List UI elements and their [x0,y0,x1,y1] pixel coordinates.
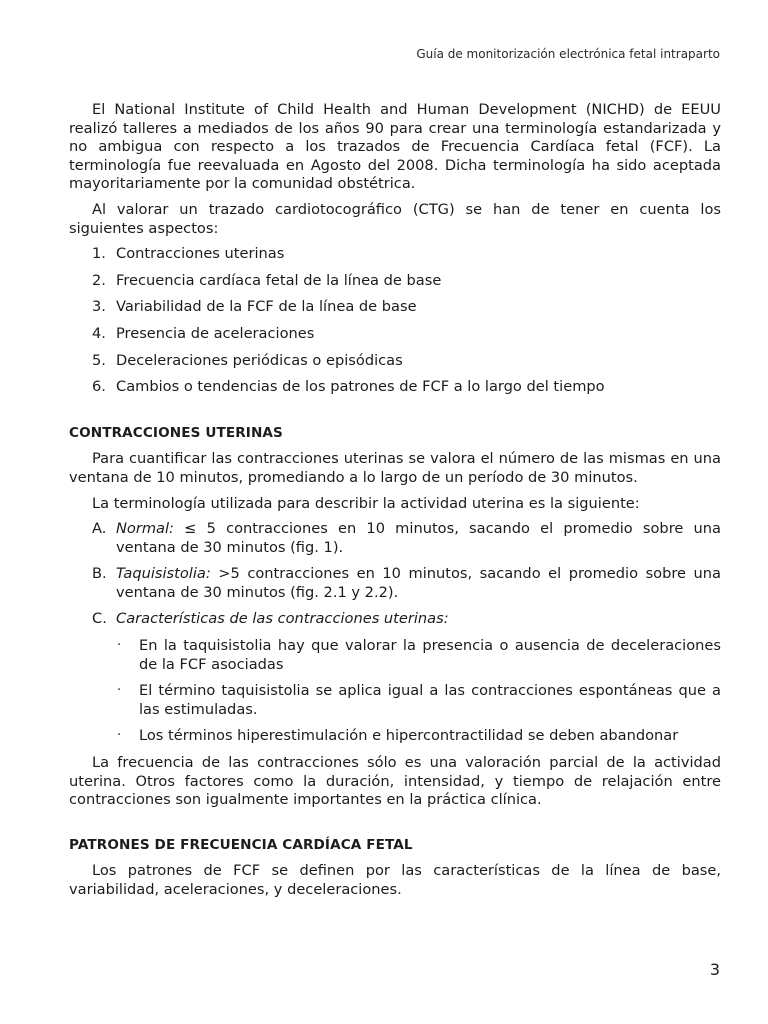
section1-paragraph: Para cuantificar las contracciones uterinas se valora el número de las mismas en una ventana de 10 minutos, promediando a lo largo de un período de 30 minutos. [69,450,721,486]
section1-paragraph-terminology: La terminología utilizada para describir la actividad uterina es la siguiente: [92,494,640,512]
list-number: 3. [92,298,106,316]
list-item [69,245,721,264]
list-number: 2. [92,271,106,289]
list-item [69,298,721,317]
bullet-text: En la taquisistolia hay que valorar la presencia o ausencia de deceleraciones de la FCF asociadas [139,637,721,673]
list-text: Cambios o tendencias de los patrones de FCF a lo largo del tiempo [116,378,605,396]
characteristics-bullets [69,637,721,746]
list-text: Frecuencia cardíaca fetal de la línea de base [116,271,442,289]
page-body [69,101,721,900]
list-text: Variabilidad de la FCF de la línea de base [116,298,417,316]
list-item [69,352,721,371]
list-letter: B. [92,565,107,583]
list-item [69,520,721,557]
intro-paragraph: El National Institute of Child Health and Human Development (NICHD) de EEUU realizó talleres a mediados de los años 90 para crear una terminología estandarizada y no ambigua con respecto a los trazados de Frecuencia Cardíaca fetal (FCF). La terminología fue reevaluada en Agosto del 2008. Dicha terminología ha sido aceptada mayoritariamente por la comunidad obstétrica. [69,101,721,193]
list-text: Deceleraciones periódicas o episódicas [116,351,403,369]
list-number: 1. [92,245,106,263]
aspects-list [69,245,721,397]
list-item [69,325,721,344]
list-number: 4. [92,324,106,342]
bullet-dot-icon: · [117,683,122,699]
section-heading-patrones: PATRONES DE FRECUENCIA CARDÍACA FETAL [69,836,413,853]
list-item [69,378,721,397]
bullet-item [69,727,721,746]
bullet-text: El término taquisistolia se aplica igual a las contracciones espontáneas que a las estimuladas. [139,682,721,718]
term-label: Características de las contracciones uterinas: [116,610,449,628]
list-letter: C. [92,610,107,628]
page-number: 3 [709,960,720,979]
term-label: Normal: [116,520,174,538]
section1-paragraph-frequency: La frecuencia de las contracciones sólo es una valoración parcial de la actividad uterina. Otros factores como la duración, intensidad, y tiempo de relajación entre contracciones son igualmente importantes en la práctica clínica. [69,754,721,809]
list-letter: A. [92,520,107,538]
term-text: ≤ 5 contracciones en 10 minutos, sacando el promedio sobre una ventana de 30 minutos (fig. 1). [116,520,721,556]
list-text: Presencia de aceleraciones [116,324,315,342]
section2-paragraph: Los patrones de FCF se definen por las características de la línea de base, variabilidad, aceleraciones, y deceleraciones. [69,862,721,898]
bullet-dot-icon: · [117,728,122,744]
bullet-item [69,682,721,719]
intro-paragraph-aspects: Al valorar un trazado cardiotocográfico (CTG) se han de tener en cuenta los siguientes aspectos: [69,200,721,237]
bullet-text: Los términos hiperestimulación e hipercontractilidad se deben abandonar [139,727,679,745]
list-number: 5. [92,351,106,369]
term-text: >5 contracciones en 10 minutos, sacando el promedio sobre una ventana de 30 minutos (fig. 2.1 y 2.2). [116,565,721,601]
list-number: 6. [92,378,106,396]
list-item [69,565,721,602]
running-header: Guía de monitorización electrónica fetal intraparto [416,47,720,61]
bullet-item [69,637,721,674]
list-item [69,610,721,629]
term-label: Taquisistolia: [116,565,211,583]
list-text: Contracciones uterinas [116,245,285,263]
list-item [69,272,721,291]
section-heading-contracciones: CONTRACCIONES UTERINAS [69,424,283,441]
bullet-dot-icon: · [117,638,122,654]
uterine-activity-list [69,520,721,629]
